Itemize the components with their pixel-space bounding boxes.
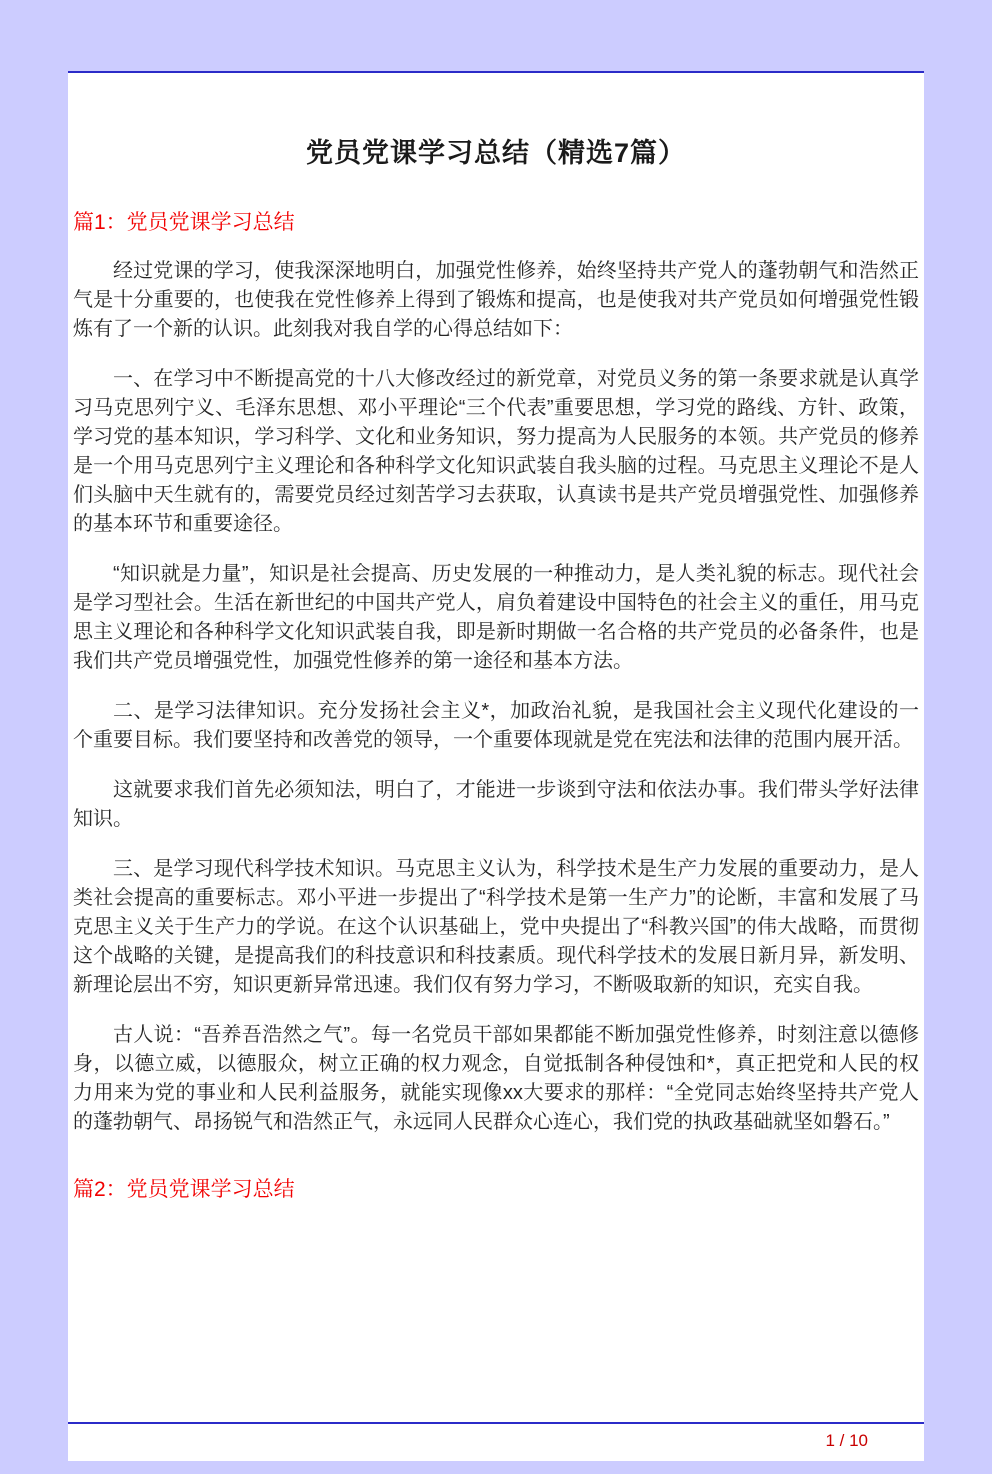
section-1-heading: 篇1：党员党课学习总结 — [73, 211, 295, 234]
paragraph: 二、是学习法律知识。充分发扬社会主义*，加政治礼貌，是我国社会主义现代化建设的一个重要目标。我们要坚持和改善党的领导，一个重要体现就是党在宪法和法律的范围内展开活。 — [73, 700, 919, 751]
paragraph: 经过党课的学习，使我深深地明白，加强党性修养，始终坚持共产党人的蓬勃朝气和浩然正气是十分重要的，也使我在党性修养上得到了锻炼和提高，也是使我对共产党员如何增强党性锻炼有了一个新的认识。此刻我对我自学的心得总结如下： — [73, 260, 919, 340]
document-body — [73, 206, 919, 1203]
document-viewer — [0, 71, 992, 1474]
page-footer — [68, 1422, 924, 1451]
header-divider — [68, 71, 924, 73]
paragraph: 一、在学习中不断提高党的十八大修改经过的新党章，对党员义务的第一条要求就是认真学习马克思列宁义、毛泽东思想、邓小平理论“三个代表”重要思想，学习党的路线、方针、政策，学习党的基本知识，学习科学、文化和业务知识，努力提高为人民服务的本领。共产党员的修养是一个用马克思列宁主义理论和各种科学文化知识武装自我头脑的过程。马克思主义理论不是人们头脑中天生就有的，需要党员经过刻苦学习去获取，认真读书是共产党员增强党性、加强修养的基本环节和重要途径。 — [73, 368, 919, 535]
paragraph: 这就要求我们首先必须知法，明白了，才能进一步谈到守法和依法办事。我们带头学好法律知识。 — [73, 779, 919, 830]
paragraph: 三、是学习现代科学技术知识。马克思主义认为，科学技术是生产力发展的重要动力，是人类社会提高的重要标志。邓小平进一步提出了“科学技术是第一生产力”的论断，丰富和发展了马克思主义关于生产力的学说。在这个认识基础上，党中央提出了“科教兴国”的伟大战略，而贯彻这个战略的关键，是提高我们的科技意识和科技素质。现代科学技术的发展日新月异，新发明、新理论层出不穷，知识更新异常迅速。我们仅有努力学习，不断吸取新的知识，充实自我。 — [73, 858, 919, 996]
paragraph: “知识就是力量”，知识是社会提高、历史发展的一种推动力，是人类礼貌的标志。现代社会是学习型社会。生活在新世纪的中国共产党人，肩负着建设中国特色的社会主义的重任，用马克思主义理论和各种科学文化知识武装自我，即是新时期做一名合格的共产党员的必备条件，也是我们共产党员增强党性，加强党性修养的第一途径和基本方法。 — [73, 563, 919, 672]
document-page — [68, 71, 924, 1461]
section-2-heading: 篇2：党员党课学习总结 — [73, 1178, 295, 1201]
paragraph: 古人说：“吾养吾浩然之气”。每一名党员干部如果都能不断加强党性修养，时刻注意以德修身，以德立威，以德服众，树立正确的权力观念，自觉抵制各种侵蚀和*，真正把党和人民的权力用来为党的事业和人民利益服务，就能实现像xx大要求的那样：“全党同志始终坚持共产党人的蓬勃朝气、昂扬锐气和浩然正气，永远同人民群众心连心，我们党的执政基础就坚如磐石。” — [73, 1024, 919, 1133]
page-number: 1 / 10 — [825, 1431, 868, 1450]
page-title: 党员党课学习总结（精选7篇） — [305, 138, 686, 168]
